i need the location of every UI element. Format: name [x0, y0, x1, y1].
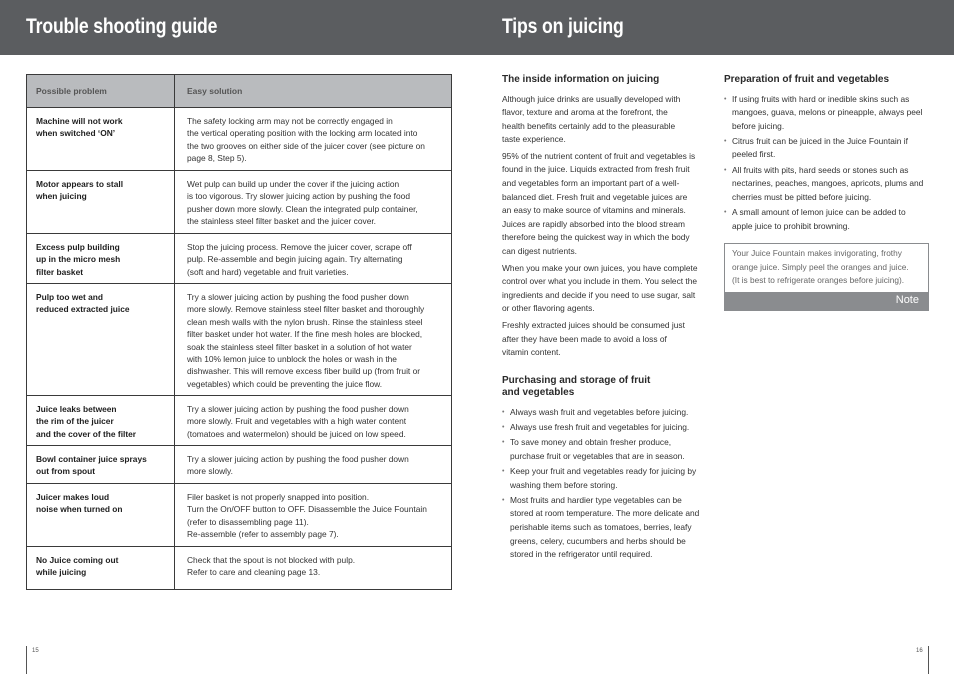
- list-item: • If using fruits with hard or inedible skins such as mangoes, guava, melons or pineapple, always peel before juicing.: [724, 93, 930, 134]
- list-item: • Keep your fruit and vegetables ready for juicing by washing them before storing.: [502, 465, 708, 492]
- list-item: • To save money and obtain fresher produce, purchase fruit or vegetables that are in season.: [502, 436, 708, 463]
- solution-cell: Filer basket is not properly snapped into position. Turn the On/OFF button to OFF. Disassemble the Juice Fountain (refer to disassembling page 11). Re-assemble (refer to assembly page 7).: [187, 492, 427, 540]
- section-heading-preparation: Preparation of fruit and vegetables: [724, 74, 890, 85]
- solution-cell: Check that the spout is not blocked with pulp. Refer to care and cleaning page 13.: [187, 555, 356, 578]
- table-row: [27, 170, 451, 233]
- tips-column-middle: [502, 74, 708, 572]
- list-item: • Most fruits and hardier type vegetables can be stored at room temperature. The more delicate and perishable items such as tomatoes, berries, leafy greens, celery, cucumbers and herbs should be stored in the refrigerator until required.: [502, 494, 708, 562]
- table-header-row: [27, 75, 451, 107]
- table-row: [27, 283, 451, 395]
- footer-rule-right: [928, 646, 929, 674]
- table-row: [27, 107, 451, 170]
- footer-rule-left: [26, 646, 27, 674]
- problem-cell: Juice leaks between the rim of the juicer and the cover of the filter: [27, 396, 175, 445]
- paragraph: When you make your own juices, you have complete control over what you include in them. You select the ingredients and decide if you need to use sugar, salt or other flavoring agents.: [502, 262, 698, 314]
- table-row: [27, 445, 451, 483]
- problem-cell: Pulp too wet and reduced extracted juice: [27, 284, 175, 395]
- solution-cell: Try a slower juicing action by pushing the food pusher down more slowly. Fruit and vegetables with a high water content (tomatoes and watermelon) should be juiced on low speed.: [187, 404, 409, 439]
- paragraph: Freshly extracted juices should be consumed just after they have been made to avoid a loss of vitamin content.: [502, 320, 685, 358]
- paragraph: Although juice drinks are usually developed with flavor, texture and aroma at the forefront, the health benefits certainly add to the pleasurable taste experience.: [502, 93, 681, 145]
- tips-column-right: [724, 74, 930, 311]
- section-heading-purchasing: Purchasing and storage of fruit and vegetables: [502, 374, 651, 399]
- purchasing-list: [502, 406, 708, 562]
- note-text: Your Juice Fountain makes invigorating, frothy orange juice. Simply peel the oranges and juice. (It is best to refrigerate oranges before juicing).: [732, 248, 909, 286]
- problem-cell: Excess pulp building up in the micro mesh filter basket: [27, 234, 175, 283]
- solution-cell: Try a slower juicing action by pushing the food pusher down more slowly. Remove stainless steel filter basket and thoroughly clean mesh walls with the nylon brush. Rinse the stainless steel filter basket under hot water. If the fine mesh holes are blocked, soak the stainless steel filter basket in a solution of hot water with 10% lemon juice to unblock the holes or wash in the dishwasher. This will remove excess fiber build up (from fruit or vegetables) which could be preventing the juice flow.: [187, 292, 425, 389]
- solution-cell: The safety locking arm may not be correctly engaged in the vertical operating position with the locking arm located into the two grooves on either side of the juicer cover (see picture on page 8, Step 5).: [187, 116, 425, 164]
- list-item: • Always use fresh fruit and vegetables for juicing.: [502, 421, 708, 435]
- problem-cell: No Juice coming out while juicing: [27, 547, 175, 589]
- column-header-solution: Easy solution: [187, 86, 243, 97]
- table-row: [27, 483, 451, 546]
- page-title-troubleshooting: Trouble shooting guide: [26, 15, 218, 38]
- paragraph: 95% of the nutrient content of fruit and vegetables is found in the juice. Liquids extracted from fresh fruit and vegetables form an important part of a well- balanced diet. Fresh fruit and vegetable juices are an easy to make source of vitamins and minerals. Juices are rapidly absorbed into the blood stream therefore being the quickest way in which the body can digest nutrients.: [502, 150, 696, 257]
- troubleshooting-table: [26, 74, 452, 590]
- list-item: • A small amount of lemon juice can be added to apple juice to prohibit browning.: [724, 206, 930, 233]
- table-row: [27, 546, 451, 589]
- note-label: Note: [725, 292, 928, 310]
- solution-cell: Stop the juicing process. Remove the juicer cover, scrape off pulp. Re-assemble and begin juicing again. Try alternating (soft and hard) vegetable and fruit varieties.: [187, 242, 412, 277]
- column-header-problem: Possible problem: [27, 75, 175, 107]
- preparation-list: [724, 93, 930, 234]
- list-item: • Citrus fruit can be juiced in the Juice Fountain if peeled first.: [724, 135, 930, 162]
- problem-cell: Motor appears to stall when juicing: [27, 171, 175, 233]
- section-heading-inside-info: The inside information on juicing: [502, 74, 660, 85]
- problem-cell: Juicer makes loud noise when turned on: [27, 484, 175, 546]
- solution-cell: Wet pulp can build up under the cover if the juicing action is too vigorous. Try slower juicing action by pushing the food pusher down more slowly. Clean the integrated pulp container, the stainless steel filter basket and the juicer cover.: [187, 179, 418, 227]
- problem-cell: Machine will not work when switched ‘ON’: [27, 108, 175, 170]
- list-item: • Always wash fruit and vegetables before juicing.: [502, 406, 708, 420]
- page-number-right: 16: [916, 648, 923, 654]
- page-title-tips: Tips on juicing: [502, 15, 624, 38]
- note-box: [724, 243, 929, 311]
- table-row: [27, 233, 451, 283]
- page-number-left: 15: [32, 648, 39, 654]
- list-item: • All fruits with pits, hard seeds or stones such as nectarines, peaches, mangoes, apricots, plums and cherries must be pitted before juicing.: [724, 164, 930, 205]
- solution-cell: Try a slower juicing action by pushing the food pusher down more slowly.: [187, 454, 409, 477]
- table-row: [27, 395, 451, 445]
- problem-cell: Bowl container juice sprays out from spout: [27, 446, 175, 483]
